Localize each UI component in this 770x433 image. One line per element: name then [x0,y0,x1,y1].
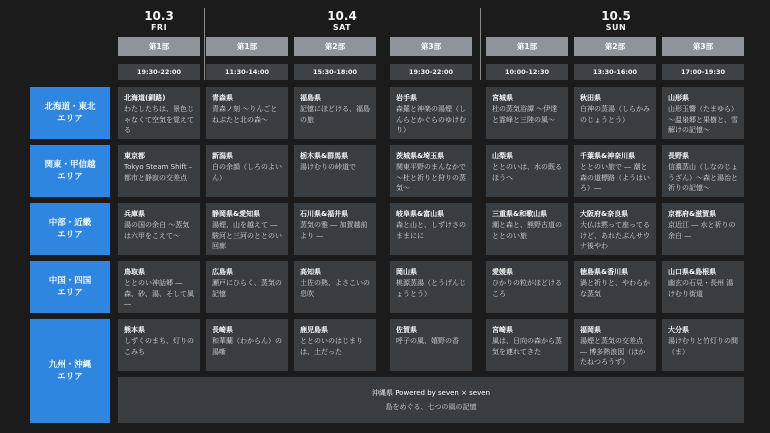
session-cell[interactable] [662,261,744,313]
prefecture-name: 秋田県 [580,94,601,102]
session-title: 湯けむりと竹灯りの間（ま） [668,337,738,356]
session-title: 青森ノ刻 ～りんごとねぶたと北の森～ [212,105,278,124]
session-cell[interactable] [206,319,288,371]
prefecture-name: 岩手県 [396,94,417,102]
prefecture-name: 佐賀県 [396,326,417,334]
prefecture-name: 栃木県&群馬県 [300,152,349,160]
session-cell[interactable] [206,261,288,313]
session-cell[interactable] [486,145,568,197]
session-time-label: 11:30-14:00 [206,64,288,80]
session-title: ととのい旅で ― 潮と森の道標路（ようはいろ）― [580,163,650,192]
prefecture-name: 愛媛県 [492,268,513,276]
session-cell[interactable] [486,87,568,139]
session-cell[interactable] [486,319,568,371]
session-title: 土佐の熱、よさこいの息吹 [300,279,370,298]
session-cell[interactable] [486,203,568,255]
session-title: 白の余韻（しろのよいん） [212,163,282,182]
prefecture-name: 青森県 [212,94,233,102]
session-cell[interactable] [118,203,200,255]
day-divider [480,8,481,80]
session-cell[interactable] [294,145,376,197]
prefecture-name: 兵庫県 [124,210,145,218]
prefecture-name: 鳥取県 [124,268,145,276]
session-title: 湯煙と蒸気の交差点 ― 博多熱浪図（はかたねつろうず） [580,337,646,366]
session-cell[interactable] [390,145,472,197]
day-date: 10.4 [327,9,357,23]
session-title: ひかりの粒がほどけるころ [492,279,562,298]
prefecture-name: 新潟県 [212,152,233,160]
session-cell[interactable] [294,261,376,313]
prefecture-name: 熊本県 [124,326,145,334]
session-cell[interactable] [206,203,288,255]
day-header [119,9,199,33]
okinawa-title: 沖縄県 Powered by seven × seven [371,388,490,397]
prefecture-name: 静岡県&愛知県 [212,210,261,218]
prefecture-name: 北海道(釧路) [124,94,166,102]
session-cell[interactable] [390,319,472,371]
prefecture-name: 鹿児島県 [300,326,328,334]
session-title: 桃源蒸湯（とうげんじょうとう） [396,279,466,298]
session-time-label: 10:00-12:30 [486,64,568,80]
region-name: 中国・四国 [48,276,92,286]
session-cell[interactable] [118,261,200,313]
prefecture-name: 宮城県 [492,94,513,102]
session-cell[interactable] [662,319,744,371]
session-title: 大仏は黙って座ってるけど、あれたぶんサウナ後やわ [580,221,650,250]
prefecture-name: 東京都 [124,152,145,160]
region-suffix: エリア [57,230,83,240]
region-label [30,145,110,197]
session-time-label: 17:00-19:30 [662,64,744,80]
session-time-label: 15:30-18:00 [294,64,376,80]
prefecture-name: 岡山県 [396,268,417,276]
session-cell[interactable] [662,203,744,255]
prefecture-name: 山梨県 [492,152,513,160]
session-cell[interactable] [574,87,656,139]
prefecture-name: 岐阜県&富山県 [396,210,445,218]
day-divider [204,8,205,80]
session-cell[interactable] [118,319,200,371]
session-cell[interactable] [574,261,656,313]
session-cell[interactable] [294,87,376,139]
prefecture-name: 山形県 [668,94,689,102]
session-title: 和華蘭（わからん）の湯噺 [212,337,282,356]
prefecture-name: 大阪府&奈良県 [580,210,629,218]
session-cell[interactable] [118,145,200,197]
prefecture-name: 長野県 [668,152,689,160]
okinawa-banner[interactable] [118,377,744,423]
prefecture-name: 宮崎県 [492,326,513,334]
session-cell[interactable] [486,261,568,313]
session-title: 湯の国の余白 ～蒸気は六甲をこえて～ [124,221,190,240]
session-title: 森羅と神楽の湯煙（しんらとかぐらのゆけむり） [396,105,466,134]
region-suffix: エリア [57,372,83,382]
session-part-label: 第3部 [390,37,472,56]
region-name: 九州・沖縄 [48,360,92,370]
region-label [30,203,110,255]
day-weekday: SAT [332,23,352,32]
session-cell[interactable] [118,87,200,139]
session-title: 蒸気の雅 ― 加賀越前より ― [300,221,368,240]
session-cell[interactable] [206,87,288,139]
session-title: 渦と祈りと、やわらかな蒸気 [580,279,650,298]
session-title: 京近江 ― 水と祈りの余白 ― [668,221,736,240]
session-time-label: 19:30-22:00 [118,64,200,80]
session-title: 信濃蒸山（しなのじょうざん）～森と湯治と祈りの記憶～ [668,163,738,192]
session-part-label: 第2部 [574,37,656,56]
session-title: Tokyo Steam Shift – 都市と静寂の交差点 [124,163,193,182]
prefecture-name: 山口県&島根県 [668,268,717,276]
session-cell[interactable] [390,261,472,313]
prefecture-name: 広島県 [212,268,233,276]
session-part-label: 第1部 [206,37,288,56]
day-header [576,9,656,33]
prefecture-name: 石川県&福井県 [300,210,349,218]
session-cell[interactable] [662,87,744,139]
session-cell[interactable] [294,203,376,255]
okinawa-subtitle: 島をめぐる、七つの風の記憶 [385,402,477,411]
session-cell[interactable] [206,145,288,197]
region-suffix: エリア [57,172,83,182]
session-title: ととのいは、水の既るほうへ [492,163,562,182]
prefecture-name: 福島県 [300,94,321,102]
region-suffix: エリア [57,288,83,298]
session-part-label: 第3部 [662,37,744,56]
prefecture-name: 徳島県&香川県 [580,268,629,276]
prefecture-name: 千葉県&神奈川県 [580,152,636,160]
session-title: 森と山と、しずけさのままにに [396,221,466,240]
session-title: 瀬戸にひらく、蒸気の記憶 [212,279,282,298]
session-part-label: 第1部 [118,37,200,56]
session-title: 記憶にほどける、福島の旅 [300,105,370,124]
session-title: 湯煙、山を越えて ― 駿河と三河のととのい回廊 [212,221,282,250]
session-cell[interactable] [574,319,656,371]
day-date: 10.3 [144,9,174,23]
region-label [30,319,110,423]
region-name: 中部・近畿 [48,218,92,228]
session-cell[interactable] [390,203,472,255]
session-cell[interactable] [574,145,656,197]
session-title: 潮と森と、熊野古道のととのい旅 [492,221,562,240]
session-title: わたしたちは、景色じゃなくて空気を覚えてる [124,105,194,134]
day-weekday: FRI [150,23,168,32]
session-title: ととのい神話郷 ― 森、砂、湯、そして風 ― [124,279,194,308]
session-time-label: 13:30-16:00 [574,64,656,80]
session-title: 白神の蒸湯（しらかみのじょうとう） [580,105,650,124]
session-title: ととのいのはじまりは、土だった [300,337,363,356]
session-part-label: 第1部 [486,37,568,56]
prefecture-name: 茨城県&埼玉県 [396,152,445,160]
session-cell[interactable] [662,145,744,197]
session-title: 杜の蒸気浴譚 ～伊達と霊峰と三陸の風～ [492,105,558,124]
day-date: 10.5 [601,9,631,23]
region-suffix: エリア [57,114,83,124]
region-label [30,87,110,139]
session-title: 山形玉響（たまゆら）～温泉郷と果樹と、雪解けの記憶～ [668,105,738,134]
session-title: 呼子の風、嬉野の香 [396,337,459,345]
session-title: 幽玄の石見・長州 湯けむり街道 [668,279,734,298]
session-title: 湯けむりの峠道で [300,163,356,171]
session-cell[interactable] [574,203,656,255]
session-cell[interactable] [294,319,376,371]
prefecture-name: 京都府&滋賀県 [668,210,717,218]
region-name: 北海道・東北 [44,102,96,112]
session-part-label: 第2部 [294,37,376,56]
prefecture-name: 三重県&和歌山県 [492,210,548,218]
region-name: 関東・甲信越 [44,160,96,170]
session-title: しずくのまち、灯りのこみち [124,337,194,356]
session-title: 関東平野のまんなかで ～杜と祈りと狩りの蒸気～ [396,163,466,192]
session-time-label: 19:30-22:00 [390,64,472,80]
session-title: 風は、日向の森から蒸気を連れてきた [492,337,562,356]
day-weekday: SUN [605,23,627,32]
session-cell[interactable] [390,87,472,139]
prefecture-name: 福岡県 [580,326,601,334]
prefecture-name: 長崎県 [212,326,233,334]
prefecture-name: 高知県 [300,268,321,276]
region-label [30,261,110,313]
prefecture-name: 大分県 [668,326,689,334]
day-header [302,9,382,33]
